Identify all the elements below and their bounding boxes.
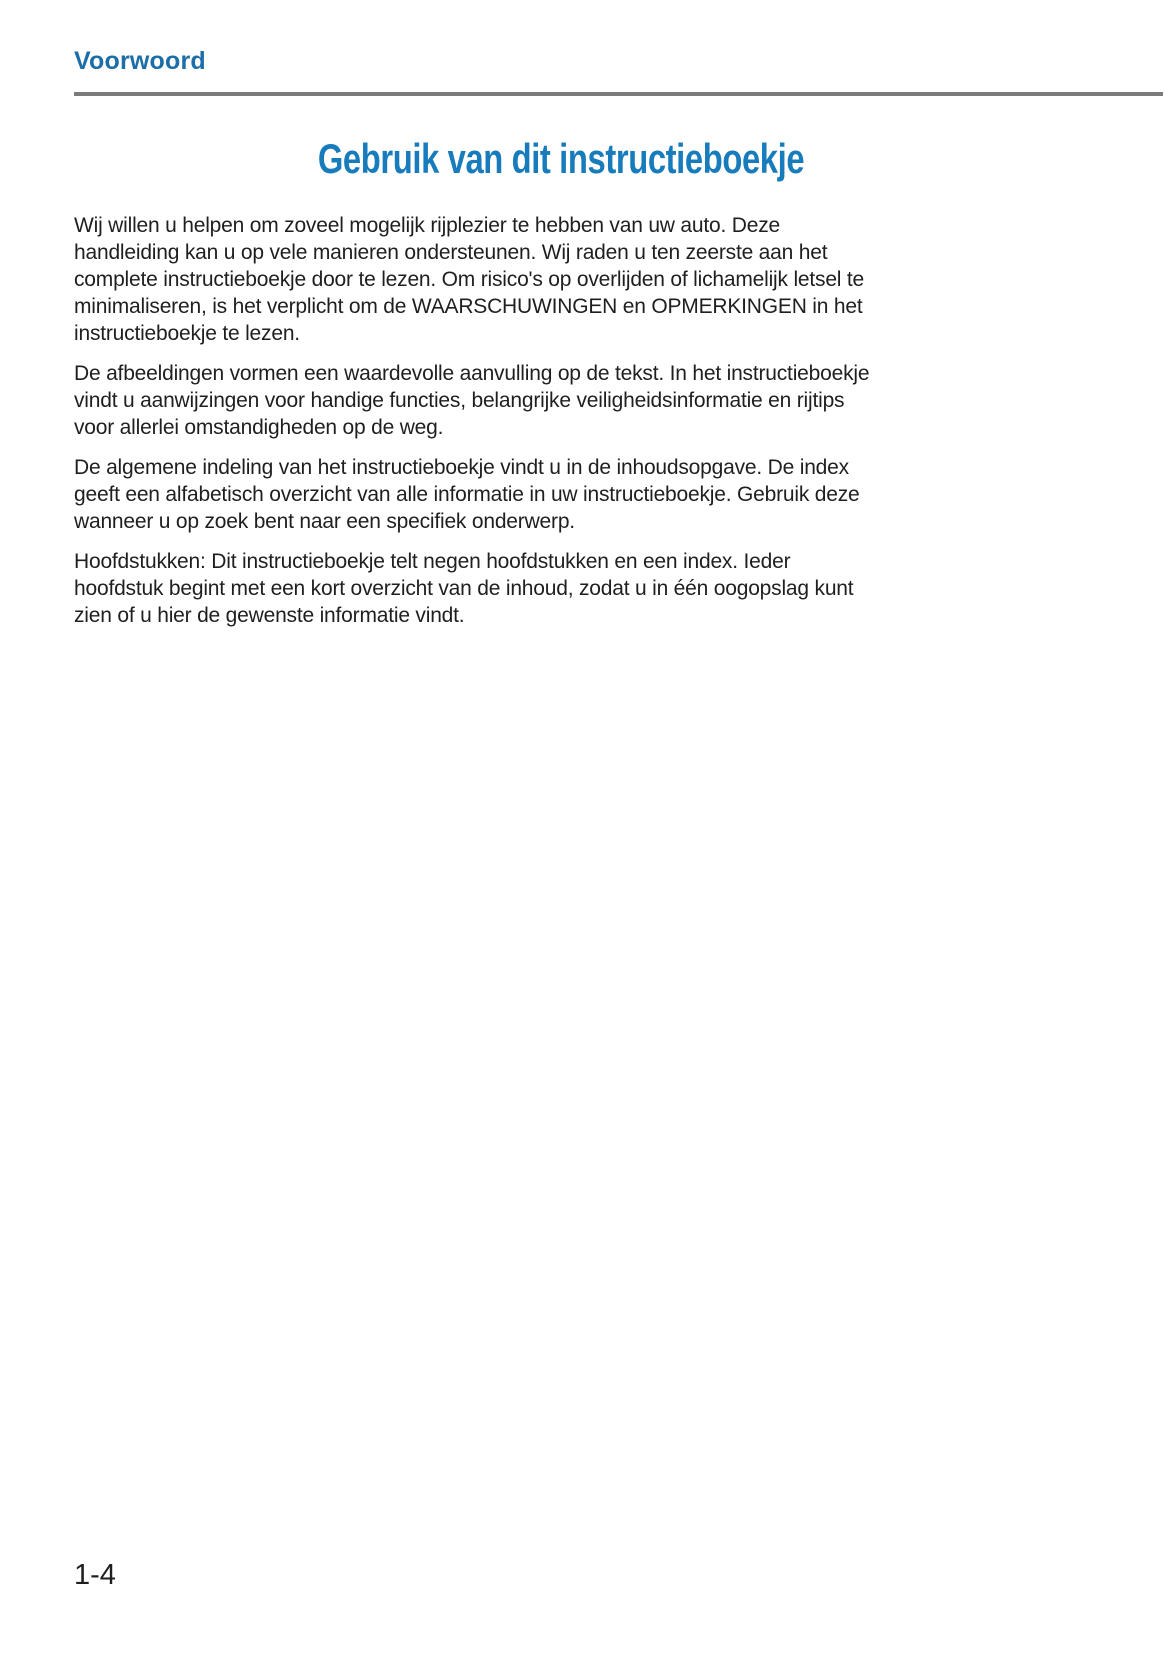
paragraph-line: wanneer u op zoek bent naar een specifiek onderwerp.	[74, 510, 575, 533]
paragraph-line: minimaliseren, is het verplicht om de WAARSCHUWINGEN en OPMERKINGEN in het	[74, 295, 863, 318]
section-label: Voorwoord	[74, 47, 206, 75]
page-title: Gebruik van dit instructieboekje	[317, 135, 805, 182]
paragraph-line: hoofdstuk begint met een kort overzicht van de inhoud, zodat u in één oogopslag kunt	[74, 577, 854, 600]
paragraph-line: De afbeeldingen vormen een waardevolle aanvulling op de tekst. In het instructieboekje	[74, 362, 870, 385]
paragraph-line: handleiding kan u op vele manieren ondersteunen. Wij raden u ten zeerste aan het	[74, 241, 828, 264]
paragraph-chapters	[74, 548, 1059, 629]
paragraph-line: De algemene indeling van het instructieboekje vindt u in de inhoudsopgave. De index	[74, 456, 849, 479]
paragraph-line: voor allerlei omstandigheden op de weg.	[74, 416, 444, 439]
paragraph-line: vindt u aanwijzingen voor handige functies, belangrijke veiligheidsinformatie en rijtips	[74, 389, 845, 412]
paragraph-line: Hoofdstukken: Dit instructieboekje telt negen hoofdstukken en een index. Ieder	[74, 550, 791, 573]
paragraph-illustrations	[74, 360, 1059, 441]
header-divider	[74, 92, 1163, 96]
body-text	[74, 212, 1059, 642]
paragraph-line: Wij willen u helpen om zoveel mogelijk rijplezier te hebben van uw auto. Deze	[74, 214, 780, 237]
paragraph-line: instructieboekje te lezen.	[74, 322, 300, 345]
paragraph-line: zien of u hier de gewenste informatie vindt.	[74, 604, 465, 627]
paragraph-line: geeft een alfabetisch overzicht van alle informatie in uw instructieboekje. Gebruik deze	[74, 483, 860, 506]
page-number: 1-4	[74, 1559, 116, 1591]
paragraph-intro	[74, 212, 1059, 347]
paragraph-index	[74, 454, 1059, 535]
paragraph-line: complete instructieboekje door te lezen. Om risico's op overlijden of lichamelijk letsel te	[74, 268, 865, 291]
